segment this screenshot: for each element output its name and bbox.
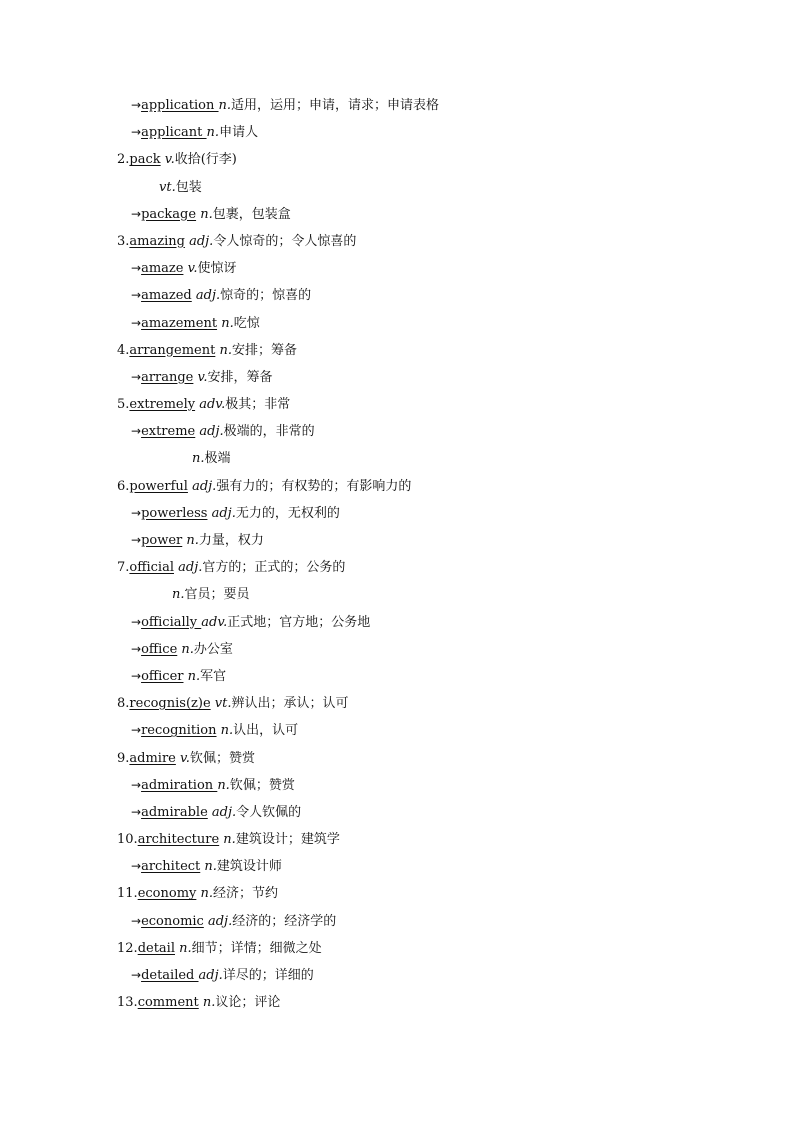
derivation-arrow-icon: → [131, 369, 142, 384]
definition: 钦佩；赞赏 [229, 777, 295, 793]
derived-word-line [0, 636, 794, 663]
vocab-word: admiration [141, 777, 218, 793]
part-of-speech: adj. [195, 424, 224, 440]
part-of-speech: adj. [207, 804, 237, 820]
headword-line [0, 745, 794, 772]
part-of-speech: vt. [159, 179, 176, 195]
derivation-arrow-icon: → [131, 641, 142, 656]
headword-line [0, 228, 794, 255]
vocab-word: recognition [141, 723, 217, 739]
vocab-word: applicant [141, 125, 207, 141]
part-of-speech: adj. [198, 968, 223, 983]
part-of-speech: n. [183, 668, 201, 684]
entry-number: 11. [117, 886, 138, 902]
vocab-word: architecture [137, 832, 220, 848]
extra-meaning-line [0, 445, 794, 472]
derived-word-line [0, 92, 794, 119]
headword-line [0, 989, 794, 1016]
derivation-arrow-icon: → [131, 614, 142, 629]
derivation-arrow-icon: → [131, 668, 142, 683]
derivation-arrow-icon: → [131, 125, 142, 140]
part-of-speech: n. [196, 206, 213, 222]
headword-line [0, 391, 794, 418]
vocab-word: admire [129, 750, 176, 766]
definition: 办公室 [193, 641, 233, 657]
derivation-arrow-icon: → [131, 723, 142, 738]
vocab-word: economic [141, 913, 204, 929]
part-of-speech: adv. [201, 614, 228, 630]
definition: 吃惊 [233, 315, 260, 331]
derivation-arrow-icon: → [131, 804, 142, 819]
vocab-word: amazed [141, 288, 192, 304]
derivation-arrow-icon: → [131, 533, 142, 547]
definition: 收拾(行李) [174, 152, 237, 168]
entry-number: 5. [117, 397, 130, 413]
definition: 详尽的；详细的 [222, 968, 314, 983]
part-of-speech: n. [206, 125, 220, 141]
entry-number: 9. [117, 750, 130, 766]
derivation-arrow-icon: → [131, 206, 142, 221]
vocab-word: office [141, 641, 178, 657]
part-of-speech: n. [215, 342, 232, 358]
entry-number: 7. [117, 560, 130, 576]
derived-word-line [0, 500, 794, 527]
derivation-arrow-icon: → [131, 288, 142, 303]
definition: 细节；详情；细微之处 [191, 940, 322, 956]
part-of-speech: v. [193, 369, 208, 385]
part-of-speech: v. [175, 750, 190, 766]
part-of-speech: n. [200, 859, 217, 875]
vocab-word: powerful [129, 478, 188, 494]
part-of-speech: v. [183, 261, 198, 277]
definition: 安排；筹备 [231, 342, 297, 358]
definition: 令人钦佩的 [236, 804, 302, 820]
definition: 正式地；官方地；公务地 [227, 614, 371, 630]
vocab-word: application [141, 98, 219, 113]
entry-number: 6. [117, 478, 130, 494]
part-of-speech: adj. [187, 478, 217, 494]
definition: 安排，筹备 [207, 369, 273, 385]
vocab-word: amazement [141, 315, 218, 331]
definition: 使惊讶 [197, 261, 237, 277]
part-of-speech: n. [192, 451, 205, 467]
part-of-speech: adj. [207, 505, 236, 521]
definition: 包裹，包装盒 [212, 206, 291, 222]
vocab-word: pack [129, 152, 161, 168]
derived-word-line [0, 119, 794, 146]
definition: 认出，认可 [233, 723, 299, 739]
derivation-arrow-icon: → [131, 261, 142, 276]
derivation-arrow-icon: → [131, 424, 142, 439]
definition: 极端的，非常的 [223, 424, 315, 440]
headword-line [0, 554, 794, 581]
definition: 官员；要员 [184, 587, 250, 603]
vocab-word: arrangement [129, 342, 216, 358]
derived-word-line [0, 908, 794, 935]
definition: 钦佩；赞赏 [189, 750, 255, 766]
derivation-arrow-icon: → [131, 968, 142, 982]
vocab-word: officer [141, 668, 184, 684]
entry-number: 2. [117, 152, 130, 168]
definition: 令人惊奇的；令人惊喜的 [213, 233, 357, 249]
part-of-speech: n. [217, 315, 234, 331]
derived-word-line [0, 962, 794, 989]
part-of-speech: n. [218, 98, 232, 113]
definition: 经济；节约 [213, 886, 279, 902]
derived-word-line [0, 201, 794, 228]
definition: 建筑设计；建筑学 [235, 832, 340, 848]
derivation-arrow-icon: → [131, 777, 142, 792]
headword-line [0, 690, 794, 717]
vocab-word: arrange [141, 369, 194, 385]
vocab-word: official [129, 560, 174, 576]
definition: 辨认出；承认；认可 [231, 696, 349, 712]
entry-number: 3. [117, 233, 130, 249]
part-of-speech: n. [177, 641, 194, 657]
derived-word-line [0, 853, 794, 880]
vocab-word: detail [137, 940, 175, 956]
headword-line [0, 146, 794, 173]
entry-number: 4. [117, 342, 130, 358]
definition: 申请人 [219, 125, 259, 141]
part-of-speech: adj. [191, 288, 221, 304]
part-of-speech: adj. [184, 233, 214, 249]
derivation-arrow-icon: → [131, 859, 142, 874]
vocab-word: admirable [141, 804, 208, 820]
part-of-speech: n. [219, 832, 236, 848]
entry-number: 12. [117, 940, 138, 956]
vocab-word: recognis(z)e [129, 696, 211, 712]
vocab-word: detailed [141, 968, 199, 983]
part-of-speech: n. [196, 886, 213, 902]
derived-word-line [0, 418, 794, 445]
extra-meaning-line [0, 581, 794, 608]
definition: 极其；非常 [225, 397, 291, 413]
vocab-word: extreme [141, 424, 196, 440]
vocabulary-list [0, 92, 794, 1016]
entry-number: 10. [117, 832, 138, 848]
part-of-speech: adj. [203, 913, 233, 929]
headword-line [0, 880, 794, 907]
headword-line [0, 935, 794, 962]
vocab-word: power [141, 533, 183, 548]
vocab-word: extremely [129, 397, 196, 413]
vocab-word: economy [137, 886, 197, 902]
vocab-word: package [141, 206, 197, 222]
entry-number: 8. [117, 696, 130, 712]
derived-word-line [0, 364, 794, 391]
part-of-speech: n. [172, 587, 185, 603]
headword-line [0, 826, 794, 853]
part-of-speech: n. [198, 995, 216, 1011]
derivation-arrow-icon: → [131, 98, 142, 112]
headword-line [0, 473, 794, 500]
vocab-word: comment [137, 995, 199, 1011]
part-of-speech: n. [182, 533, 199, 548]
derived-word-line [0, 799, 794, 826]
part-of-speech: n. [175, 940, 192, 956]
derived-word-line [0, 255, 794, 282]
part-of-speech: vt. [210, 696, 232, 712]
extra-meaning-line [0, 174, 794, 201]
derived-word-line [0, 527, 794, 554]
definition: 包装 [175, 179, 202, 195]
definition: 惊奇的；惊喜的 [220, 288, 312, 304]
derived-word-line [0, 282, 794, 309]
part-of-speech: adj. [173, 560, 203, 576]
part-of-speech: adv. [195, 397, 226, 413]
definition: 建筑设计师 [216, 859, 282, 875]
derived-word-line [0, 663, 794, 690]
vocab-word: amaze [141, 261, 184, 277]
definition: 适用，运用；申请，请求；申请表格 [231, 98, 440, 113]
definition: 军官 [200, 668, 227, 684]
definition: 官方的；正式的；公务的 [202, 560, 346, 576]
derivation-arrow-icon: → [131, 315, 142, 330]
derivation-arrow-icon: → [131, 913, 142, 928]
definition: 强有力的；有权势的；有影响力的 [216, 478, 412, 494]
definition: 议论；评论 [215, 995, 281, 1011]
derived-word-line [0, 609, 794, 636]
vocab-word: architect [141, 859, 201, 875]
derived-word-line [0, 310, 794, 337]
part-of-speech: v. [160, 152, 175, 168]
derived-word-line [0, 717, 794, 744]
vocab-word: amazing [129, 233, 185, 249]
headword-line [0, 337, 794, 364]
derived-word-line [0, 772, 794, 799]
vocab-word: powerless [141, 505, 208, 521]
part-of-speech: n. [217, 777, 230, 793]
entry-number: 13. [117, 995, 138, 1011]
vocab-word: officially [141, 614, 202, 630]
definition: 无力的，无权利的 [235, 505, 340, 521]
part-of-speech: n. [216, 723, 234, 739]
definition: 极端 [204, 451, 231, 467]
derivation-arrow-icon: → [131, 505, 142, 520]
definition: 力量，权力 [198, 533, 264, 548]
definition: 经济的；经济学的 [232, 913, 337, 929]
